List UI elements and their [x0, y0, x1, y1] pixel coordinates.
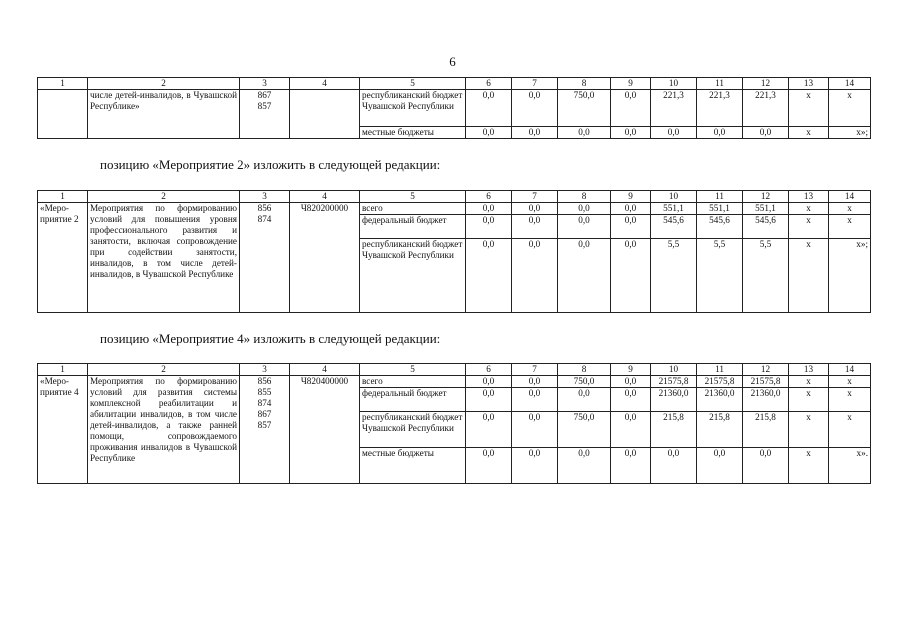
column-header: 10: [651, 364, 697, 376]
column-header: 14: [829, 78, 871, 90]
cell-source: федеральный бюджет: [360, 215, 466, 239]
cell-value: 215,8: [743, 412, 789, 448]
column-header: 1: [38, 78, 88, 90]
table-measure-2: [37, 190, 871, 313]
cell-value: 221,3: [697, 90, 743, 127]
code: 857: [257, 420, 272, 430]
cell-value: x: [829, 388, 871, 412]
code: 857: [257, 101, 272, 111]
code: 874: [257, 398, 272, 408]
column-header: 8: [558, 364, 611, 376]
cell-value: 0,0: [512, 127, 558, 139]
cell-value: 0,0: [512, 412, 558, 448]
column-header: 9: [611, 78, 651, 90]
column-header: 12: [743, 364, 789, 376]
column-header: 9: [611, 364, 651, 376]
cell-value: 0,0: [466, 203, 512, 215]
cell-value: 0,0: [743, 448, 789, 484]
cell-value: 0,0: [651, 448, 697, 484]
column-header: 1: [38, 191, 88, 203]
column-header: 11: [697, 78, 743, 90]
cell-value: 0,0: [743, 127, 789, 139]
cell-value: x: [789, 90, 829, 127]
cell-source: федеральный бюджет: [360, 388, 466, 412]
cell-value: 21360,0: [743, 388, 789, 412]
cell-value: 0,0: [466, 412, 512, 448]
cell-value: 0,0: [651, 127, 697, 139]
cell-value: 5,5: [651, 239, 697, 313]
cell-value: x: [789, 448, 829, 484]
page-number: 6: [449, 54, 456, 69]
column-header: 13: [789, 364, 829, 376]
cell-source: республиканский бюджет Чувашской Республики: [360, 412, 466, 448]
cell-description: числе детей-инвалидов, в Чувашской Республике»: [88, 90, 240, 139]
cell-value: 0,0: [611, 127, 651, 139]
code: 867: [257, 409, 272, 419]
column-header: 11: [697, 364, 743, 376]
column-header: 3: [240, 191, 290, 203]
cell-value: 21575,8: [651, 376, 697, 388]
cell-target-code: Ч820400000: [290, 376, 360, 484]
code: 856: [257, 203, 272, 213]
table-row: [38, 203, 871, 215]
cell-codes: [240, 203, 290, 313]
cell-value: 0,0: [611, 239, 651, 313]
cell-value: 21575,8: [743, 376, 789, 388]
cell-value: 0,0: [512, 203, 558, 215]
column-header: 7: [512, 191, 558, 203]
column-header: 10: [651, 78, 697, 90]
column-header: 10: [651, 191, 697, 203]
cell-value: 0,0: [611, 388, 651, 412]
table-header-row: [38, 364, 871, 376]
cell-value: 0,0: [558, 388, 611, 412]
cell-value: 21360,0: [697, 388, 743, 412]
cell-source: республиканский бюджет Чувашской Республики: [360, 90, 466, 127]
column-header: 9: [611, 191, 651, 203]
cell-value: 0,0: [611, 376, 651, 388]
paragraph-instruction: позицию «Мероприятие 2» изложить в следующей редакции:: [100, 157, 441, 172]
cell-value: 5,5: [697, 239, 743, 313]
table-row: [38, 90, 871, 127]
cell-value: 551,1: [743, 203, 789, 215]
cell-value: 215,8: [697, 412, 743, 448]
cell-measure-name: «Меро-приятие 2: [38, 203, 88, 313]
table-row: [38, 376, 871, 388]
cell-value: x: [789, 376, 829, 388]
column-header: 4: [290, 191, 360, 203]
cell-value: 0,0: [611, 90, 651, 127]
cell-value: x: [789, 388, 829, 412]
cell-value: 0,0: [512, 388, 558, 412]
cell-source: всего: [360, 203, 466, 215]
column-header: 14: [829, 191, 871, 203]
cell-value: 0,0: [512, 376, 558, 388]
cell-value: 0,0: [558, 203, 611, 215]
column-header: 6: [466, 191, 512, 203]
column-header: 4: [290, 364, 360, 376]
cell-value: 0,0: [697, 448, 743, 484]
cell-value: x: [829, 376, 871, 388]
column-header: 1: [38, 364, 88, 376]
column-header: 2: [88, 78, 240, 90]
cell-value: 0,0: [466, 388, 512, 412]
cell-description: Мероприятия по формированию условий для развития системы комплексной реабилитации и абилитации инвалидов, в том числе детей-инвалидов, а также ранней помощи, сопровождаемого проживания инвалидов в Чувашской Республике: [88, 376, 240, 484]
cell-value: x: [829, 215, 871, 239]
cell-value: 0,0: [611, 448, 651, 484]
column-header: 14: [829, 364, 871, 376]
column-header: 13: [789, 191, 829, 203]
cell-value: x: [829, 203, 871, 215]
cell-value: 750,0: [558, 376, 611, 388]
cell-value: 0,0: [466, 215, 512, 239]
code: 855: [257, 387, 272, 397]
column-header: 3: [240, 364, 290, 376]
cell-value: 0,0: [558, 239, 611, 313]
table-measure-4: [37, 363, 871, 484]
cell-value: 551,1: [697, 203, 743, 215]
cell-value: 5,5: [743, 239, 789, 313]
cell-target-code: Ч820200000: [290, 203, 360, 313]
column-header: 5: [360, 78, 466, 90]
cell-value: 0,0: [512, 448, 558, 484]
cell-description: Мероприятия по формированию условий для повышения уровня профессионального развития и занятости, включая сопровождение при содействии занятости, инвалидов, в том числе детей-инвалидов, в Чувашской Республике: [88, 203, 240, 313]
cell-source: местные бюджеты: [360, 127, 466, 139]
cell-value: x»;: [829, 239, 871, 313]
cell-value: 551,1: [651, 203, 697, 215]
cell-value: 21360,0: [651, 388, 697, 412]
cell-value: 0,0: [611, 215, 651, 239]
column-header: 6: [466, 364, 512, 376]
cell-value: x: [829, 412, 871, 448]
cell-value: 0,0: [558, 127, 611, 139]
cell-value: 0,0: [466, 448, 512, 484]
cell-measure-name: «Меро-приятие 4: [38, 376, 88, 484]
cell-value: 0,0: [466, 90, 512, 127]
cell-value: 221,3: [651, 90, 697, 127]
cell-value: 750,0: [558, 412, 611, 448]
cell-value: 0,0: [466, 239, 512, 313]
cell-value: 0,0: [512, 90, 558, 127]
code: 867: [257, 90, 272, 100]
cell-value: 0,0: [466, 376, 512, 388]
cell-value: 0,0: [512, 239, 558, 313]
cell-value: x: [829, 90, 871, 127]
column-header: 2: [88, 191, 240, 203]
column-header: 11: [697, 191, 743, 203]
cell-empty: [38, 90, 88, 139]
cell-value: x: [789, 203, 829, 215]
cell-value: 0,0: [558, 215, 611, 239]
column-header: 5: [360, 191, 466, 203]
column-header: 7: [512, 364, 558, 376]
cell-value: 750,0: [558, 90, 611, 127]
column-header: 3: [240, 78, 290, 90]
cell-value: 0,0: [697, 127, 743, 139]
cell-source: всего: [360, 376, 466, 388]
paragraph-instruction: позицию «Мероприятие 4» изложить в следующей редакции:: [100, 331, 441, 346]
cell-empty: [290, 90, 360, 139]
column-header: 7: [512, 78, 558, 90]
column-header: 13: [789, 78, 829, 90]
cell-source: местные бюджеты: [360, 448, 466, 484]
cell-value: 0,0: [512, 215, 558, 239]
cell-value: 0,0: [611, 412, 651, 448]
code: 874: [257, 214, 272, 224]
column-header: 8: [558, 191, 611, 203]
cell-value: 215,8: [651, 412, 697, 448]
cell-value: x: [789, 239, 829, 313]
table-continuation: [37, 77, 871, 139]
cell-codes: [240, 376, 290, 484]
cell-value: 545,6: [651, 215, 697, 239]
table-header-row: [38, 191, 871, 203]
column-header: 4: [290, 78, 360, 90]
cell-value: x: [789, 127, 829, 139]
cell-source: республиканский бюджет Чувашской Республики: [360, 239, 466, 313]
column-header: 12: [743, 78, 789, 90]
column-header: 2: [88, 364, 240, 376]
column-header: 8: [558, 78, 611, 90]
cell-value: 221,3: [743, 90, 789, 127]
cell-value: 0,0: [558, 448, 611, 484]
column-header: 5: [360, 364, 466, 376]
cell-value: x»;: [829, 127, 871, 139]
cell-value: x».: [829, 448, 871, 484]
cell-value: 21575,8: [697, 376, 743, 388]
code: 856: [257, 376, 272, 386]
cell-value: 0,0: [466, 127, 512, 139]
column-header: 6: [466, 78, 512, 90]
cell-value: 545,6: [697, 215, 743, 239]
cell-value: 545,6: [743, 215, 789, 239]
column-header: 12: [743, 191, 789, 203]
cell-value: 0,0: [611, 203, 651, 215]
cell-codes: [240, 90, 290, 139]
table-header-row: [38, 78, 871, 90]
cell-value: x: [789, 215, 829, 239]
cell-value: x: [789, 412, 829, 448]
